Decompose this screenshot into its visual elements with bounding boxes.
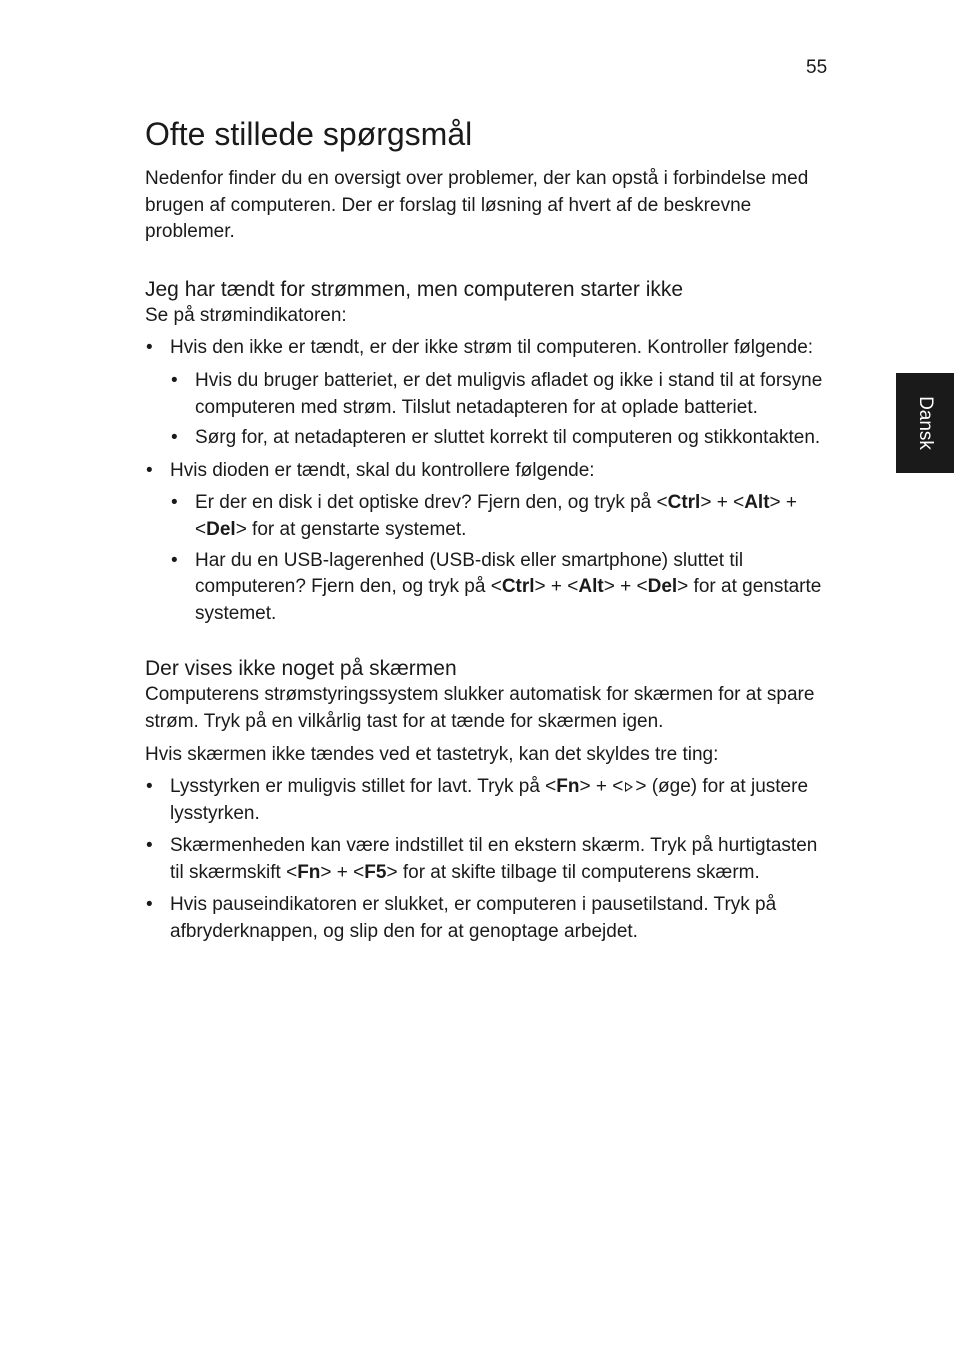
list-item-text: Hvis dioden er tændt, skal du kontrollere følgende: bbox=[170, 459, 595, 481]
text-run: > + < bbox=[579, 776, 624, 798]
display-paragraph-1: Computerens strømstyringssystem slukker automatisk for skærmen for at spare strøm. Tryk på en vilkårlig tast for at tænde for skærmen igen. bbox=[145, 684, 815, 732]
text-run: > + < bbox=[700, 492, 745, 514]
document-content bbox=[145, 114, 835, 946]
key-ctrl: Ctrl bbox=[501, 576, 535, 598]
list-item-text: Hvis du bruger batteriet, er det muligvis afladet og ikke i stand til at forsyne computeren med strøm. Tilslut netadapteren for at oplade batteriet. bbox=[195, 369, 823, 418]
sub-list bbox=[170, 490, 835, 627]
section-heading-display: Der vises ikke noget på skærmen bbox=[145, 657, 457, 681]
brightness-up-icon bbox=[625, 782, 633, 792]
text-run: > + < bbox=[195, 492, 798, 540]
list-item-text: Hvis den ikke er tændt, er der ikke strøm til computeren. Kontroller følgende: bbox=[170, 337, 814, 359]
text-run: Skærmenheden kan være indstillet til en ekstern skærm. Tryk på hurtigtasten til skærmskift < bbox=[170, 835, 818, 883]
section-lead-power: Se på strømindikatoren: bbox=[145, 304, 347, 326]
text-run: Har du en USB-lagerenhed (USB-disk eller smartphone) sluttet til computeren? Fjern den, og tryk på < bbox=[195, 549, 744, 598]
list-item bbox=[145, 774, 835, 827]
page-number: 55 bbox=[806, 57, 828, 78]
list-item bbox=[170, 490, 835, 543]
text-run: > (øge) for at justere lysstyrken. bbox=[170, 776, 809, 824]
text-run: Er der en disk i det optiske drev? Fjern den, og tryk på < bbox=[195, 492, 668, 514]
text-run: > for at genstarte systemet. bbox=[235, 518, 467, 540]
list-item bbox=[170, 548, 835, 628]
text-run: > + < bbox=[320, 861, 365, 883]
key-ctrl: Ctrl bbox=[667, 492, 701, 514]
intro-paragraph: Nedenfor finder du en oversigt over problemer, der kan opstå i forbindelse med brugen af computeren. Der er forslag til løsning af hvert af de beskrevne problemer. bbox=[145, 168, 809, 243]
text-run: > for at genstarte systemet. bbox=[195, 576, 822, 624]
key-alt: Alt bbox=[578, 576, 604, 598]
text-run: Lysstyrken er muligvis stillet for lavt. Tryk på < bbox=[170, 776, 557, 798]
key-fn: Fn bbox=[556, 776, 580, 798]
list-item bbox=[145, 458, 835, 628]
key-fn: Fn bbox=[297, 861, 321, 883]
display-paragraph-2: Hvis skærmen ikke tændes ved et tastetryk, kan det skyldes tre ting: bbox=[145, 743, 719, 765]
power-list bbox=[145, 335, 835, 627]
key-f5: F5 bbox=[364, 861, 387, 883]
text-run: > + < bbox=[603, 576, 648, 598]
list-item-text: Sørg for, at netadapteren er sluttet korrekt til computeren og stikkontakten. bbox=[195, 427, 821, 449]
text-run: > for at skifte tilbage til computerens skærm. bbox=[386, 861, 760, 883]
language-tab bbox=[896, 373, 954, 473]
list-item bbox=[145, 833, 835, 886]
text-run: > + < bbox=[534, 576, 579, 598]
list-item bbox=[145, 335, 835, 451]
list-item bbox=[170, 368, 835, 421]
sub-list bbox=[170, 368, 835, 452]
list-item bbox=[170, 425, 835, 452]
key-del: Del bbox=[206, 518, 236, 540]
key-del: Del bbox=[647, 576, 678, 598]
language-tab-label: Dansk bbox=[915, 396, 936, 450]
section-heading-power: Jeg har tændt for strømmen, men computeren starter ikke bbox=[145, 277, 684, 301]
display-list bbox=[145, 774, 835, 946]
page-title: Ofte stillede spørgsmål bbox=[145, 116, 473, 152]
list-item bbox=[145, 892, 835, 945]
list-item-text: Hvis pauseindikatoren er slukket, er computeren i pausetilstand. Tryk på afbryderknappen, og slip den for at genoptage arbejdet. bbox=[170, 894, 777, 943]
key-alt: Alt bbox=[744, 492, 770, 514]
